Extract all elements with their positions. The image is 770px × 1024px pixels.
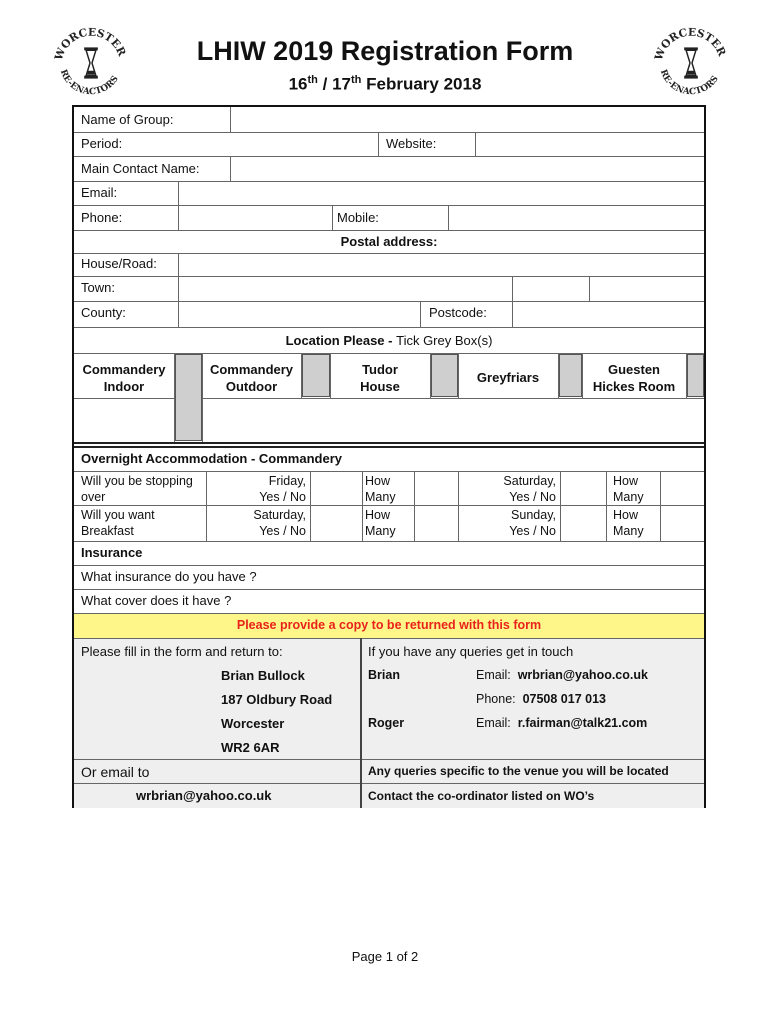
logo-bottom-text: RE-ENACTORS	[657, 68, 721, 98]
period-field[interactable]	[180, 133, 376, 155]
page-number: Page 1 of 2	[351, 949, 419, 964]
contact-brian-phone-row: Phone: 07508 017 013	[476, 692, 606, 706]
contact-brian-email-row: Email: wrbrian@yahoo.co.uk	[476, 668, 648, 682]
page-title: LHIW 2019 Registration Form	[196, 36, 574, 66]
website-field[interactable]	[477, 133, 702, 155]
label-email: Email:	[81, 185, 118, 200]
label-town: Town:	[81, 280, 115, 295]
label-mobile: Mobile:	[337, 210, 379, 225]
location-guesten-hickes-room: Guesten Hickes Room	[592, 362, 676, 394]
logo-bottom-text: RE-ENACTORS	[57, 68, 121, 98]
postal-address-heading: Postal address:	[340, 234, 438, 249]
coordinator-note: Contact the co-ordinator listed on WO’s	[368, 789, 595, 803]
label-main-contact: Main Contact Name:	[81, 161, 200, 176]
location-commandery-indoor: Commandery Indoor	[82, 362, 166, 394]
venue-queries-note: Any queries specific to the venue you will be located	[368, 764, 669, 778]
contact-roger-email-row: Email: r.fairman@talk21.com	[476, 716, 648, 730]
tick-box-greyfriars[interactable]	[559, 354, 582, 397]
tick-box-guesten-hickes-room[interactable]	[687, 354, 704, 397]
county-field[interactable]	[180, 302, 418, 326]
queries-heading: If you have any queries get in touch	[368, 644, 574, 659]
breakfast-saturday-yes-no: Saturday, Yes / No	[253, 508, 306, 538]
overnight-q-stopping: Will you be stopping over	[81, 474, 193, 504]
email-field[interactable]	[180, 182, 702, 204]
insurance-heading: Insurance	[81, 545, 143, 560]
overnight-how-many-1: How Many	[365, 474, 396, 504]
return-instruction: Please fill in the form and return to:	[81, 644, 283, 659]
registration-form	[72, 105, 706, 808]
overnight-how-many-2: How Many	[613, 474, 644, 504]
saturday-how-many-field[interactable]	[661, 472, 703, 504]
breakfast-how-many-2: How Many	[613, 508, 644, 538]
label-postcode: Postcode:	[429, 305, 487, 320]
insurance-question-cover: What cover does it have ?	[81, 593, 232, 608]
label-website: Website:	[386, 136, 437, 151]
event-dates: 16th / 17th February 2018	[288, 74, 482, 94]
contact-brian-phone: 07508 017 013	[522, 692, 606, 706]
tick-box-commandery-indoor[interactable]	[175, 354, 202, 441]
contact-roger-email[interactable]: r.fairman@talk21.com	[517, 716, 648, 730]
friday-how-many-field[interactable]	[415, 472, 457, 504]
breakfast-sunday-yes-no: Sunday, Yes / No	[509, 508, 556, 538]
or-email-label: Or email to	[81, 764, 150, 780]
location-tudor-house: Tudor House	[360, 362, 400, 394]
insurance-question-type: What insurance do you have ?	[81, 569, 257, 584]
label-name-of-group: Name of Group:	[81, 112, 174, 127]
location-commandery-outdoor: Commandery Outdoor	[209, 362, 294, 394]
town-field[interactable]	[180, 277, 510, 300]
return-street: 187 Oldbury Road	[221, 692, 333, 707]
location-greyfriars: Greyfriars	[476, 370, 540, 385]
name-of-group-field[interactable]	[232, 108, 702, 131]
label-county: County:	[81, 305, 126, 320]
breakfast-sunday-how-many-field[interactable]	[661, 506, 703, 540]
return-name: Brian Bullock	[221, 668, 305, 683]
breakfast-saturday-how-many-field[interactable]	[415, 506, 457, 540]
return-email-link[interactable]: wrbrian@yahoo.co.uk	[136, 788, 272, 803]
contact-roger-name: Roger	[368, 716, 405, 730]
postcode-field[interactable]	[514, 302, 702, 326]
mobile-field[interactable]	[450, 206, 702, 229]
logo-top-text: WORCESTER	[52, 25, 129, 62]
return-town: Worcester	[221, 716, 285, 731]
label-period: Period:	[81, 136, 123, 151]
contact-brian-name: Brian	[368, 668, 400, 682]
tick-box-tudor-house[interactable]	[431, 354, 458, 397]
main-contact-field[interactable]	[232, 157, 702, 180]
breakfast-how-many-1: How Many	[365, 508, 396, 538]
overnight-saturday-yes-no: Saturday, Yes / No	[503, 474, 556, 504]
overnight-heading: Overnight Accommodation - Commandery	[81, 451, 342, 466]
house-road-field[interactable]	[180, 254, 702, 275]
location-heading: Location Please - Tick Grey Box(s)	[285, 333, 493, 348]
insurance-notice: Please provide a copy to be returned with this form	[236, 618, 542, 632]
label-phone: Phone:	[81, 210, 123, 225]
logo-top-text: WORCESTER	[652, 25, 729, 62]
return-postcode: WR2 6AR	[221, 740, 280, 755]
overnight-friday-yes-no: Friday, Yes / No	[259, 474, 306, 504]
contact-brian-email[interactable]: wrbrian@yahoo.co.uk	[517, 668, 648, 682]
label-house-road: House/Road:	[81, 256, 157, 271]
overnight-q-breakfast: Will you want Breakfast	[81, 508, 155, 538]
phone-field[interactable]	[180, 206, 330, 229]
tick-box-commandery-outdoor[interactable]	[302, 354, 330, 397]
